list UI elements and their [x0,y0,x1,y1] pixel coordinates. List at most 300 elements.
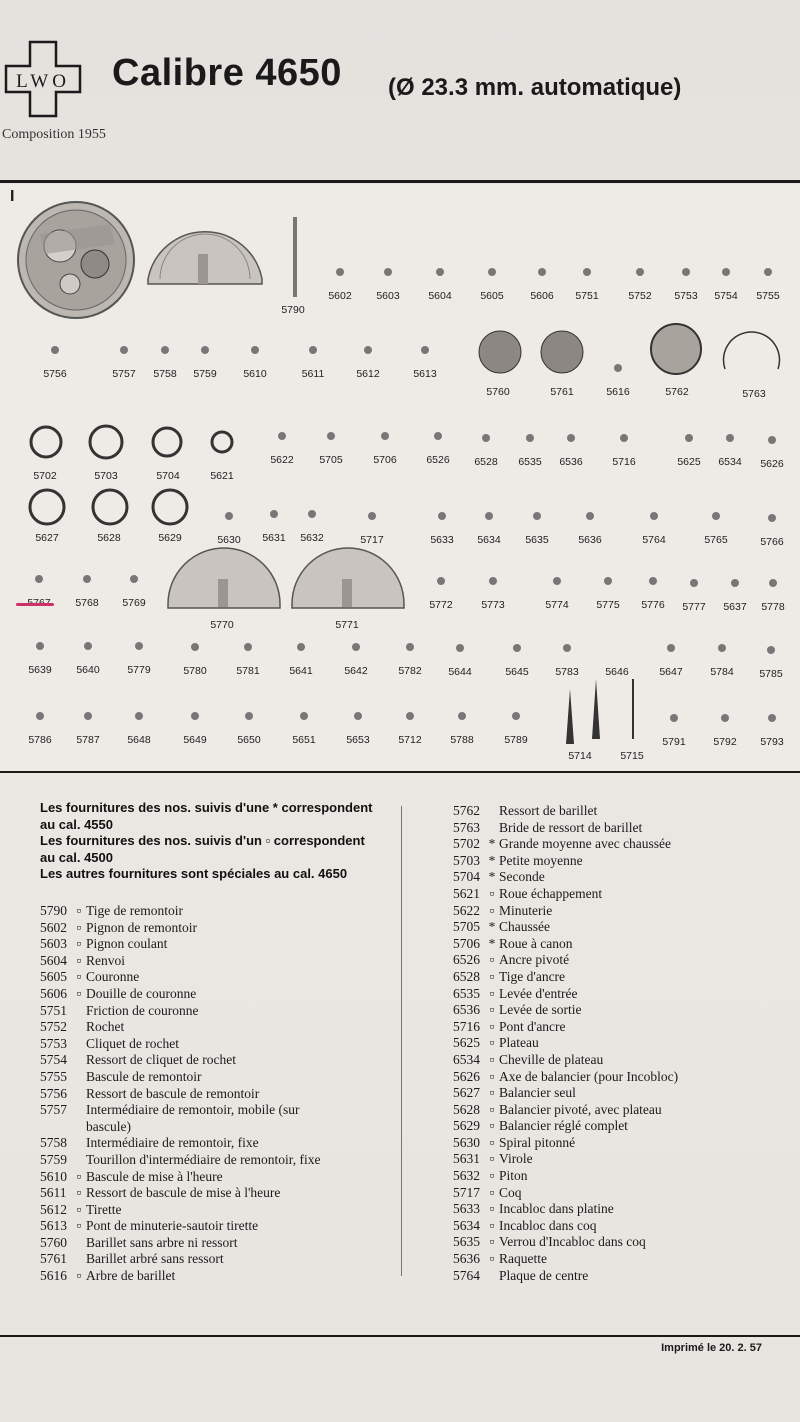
page-title: Calibre 4650 [112,52,342,94]
part-number: 5616 [40,1268,67,1284]
part-5773-glyph [489,577,497,585]
part-label-5633: 5633 [430,534,454,546]
part-5758-glyph [161,346,169,354]
part-5792-glyph [721,714,729,722]
part-5612-glyph [364,346,372,354]
list-item [453,1218,678,1235]
part-label-5754: 5754 [714,290,738,302]
list-item [40,1119,321,1136]
page-subtitle: (Ø 23.3 mm. automatique) [388,74,682,101]
part-label-5769: 5769 [122,597,146,609]
part-description: Intermédiaire de remontoir, fixe [86,1135,259,1151]
part-label-5605: 5605 [480,290,504,302]
part-description: Cliquet de rochet [86,1035,179,1051]
part-label-5650: 5650 [237,734,261,746]
calibre-marker: ▫ [76,936,82,952]
list-item [453,1102,678,1119]
part-number: 5635 [453,1234,480,1250]
part-number: 5790 [40,903,67,918]
calibre-marker: ▫ [489,1151,495,1167]
part-label-5613: 5613 [413,368,437,380]
part-number: 5627 [453,1085,480,1101]
calibre-marker: ▫ [489,1251,495,1267]
part-5648-glyph [135,712,143,720]
list-item [40,986,321,1003]
list-item [453,986,678,1003]
list-item [40,1019,321,1036]
part-label-5772: 5772 [429,599,453,611]
part-5636-glyph [586,512,594,520]
part-description: Spiral pitonné [499,1134,576,1150]
part-5640-glyph [84,642,92,650]
part-label-5634: 5634 [477,534,501,546]
list-item [40,1251,321,1268]
part-label-6526: 6526 [426,454,450,466]
part-5606-glyph [538,268,546,276]
part-label-5646: 5646 [605,666,629,678]
list-item [40,903,321,920]
part-label-5757: 5757 [112,368,136,380]
part-label-5603: 5603 [376,290,400,302]
part-5644-glyph [456,644,464,652]
part-description: Plateau [499,1035,539,1051]
calibre-marker: ▫ [76,985,82,1001]
part-label-5782: 5782 [398,665,422,677]
part-label-5635: 5635 [525,534,549,546]
part-5630-glyph [225,512,233,520]
calibre-marker: ▫ [76,1168,82,1184]
part-label-5644: 5644 [448,666,472,678]
part-5651-glyph [300,712,308,720]
part-5626-glyph [768,436,776,444]
part-5603-glyph [384,268,392,276]
calibre-marker: ▫ [489,902,495,918]
calibre-marker: ▫ [489,1002,495,1018]
part-5751-glyph [583,268,591,276]
part-number: 5633 [453,1201,480,1217]
part-label-5759: 5759 [193,368,217,380]
part-label-5778: 5778 [761,601,785,613]
part-description: Incabloc dans coq [499,1217,597,1233]
calibre-marker: * [488,935,496,951]
part-5645-glyph [513,644,521,652]
list-item [453,919,678,936]
list-item [453,1168,678,1185]
part-label-5770: 5770 [210,619,234,631]
list-item [40,1218,321,1235]
calibre-marker: ▫ [489,885,495,901]
part-number: 5631 [453,1151,480,1167]
part-5650-glyph [245,712,253,720]
part-description: Ressort de bascule de mise à l'heure [86,1185,281,1201]
list-item [40,936,321,953]
part-label-5628: 5628 [97,532,121,544]
part-description: Pignon coulant [86,936,168,952]
part-label-5641: 5641 [289,665,313,677]
part-label-5714: 5714 [568,750,592,762]
calibre-marker [72,1086,86,1103]
part-label-5771: 5771 [335,619,359,631]
part-description: Ancre pivoté [499,952,570,968]
part-description: Pont de minuterie-sautoir tirette [86,1218,259,1234]
part-5622-glyph [278,432,286,440]
part-5788-glyph [458,712,466,720]
calibre-marker: ▫ [489,985,495,1001]
list-item [453,853,678,870]
part-label-5781: 5781 [236,665,260,677]
part-5757-glyph [120,346,128,354]
part-5759-glyph [201,346,209,354]
list-item [40,1135,321,1152]
part-label-5632: 5632 [300,532,324,544]
part-5783-glyph [563,644,571,652]
note-line: Les fournitures des nos. suivis d'une * correspondent [40,800,373,815]
part-description: Roue échappement [499,885,603,901]
part-5778-glyph [769,579,777,587]
part-5765-glyph [712,512,720,520]
part-description: Incabloc dans platine [499,1201,614,1217]
calibre-marker: ▫ [76,969,82,985]
part-5786-glyph [36,712,44,720]
part-5639-glyph [36,642,44,650]
part-5631-glyph [270,510,278,518]
part-label-5779: 5779 [127,664,151,676]
calibre-marker: ▫ [76,1201,82,1217]
part-description: Coq [499,1184,522,1200]
part-5764-glyph [650,512,658,520]
part-label-5791: 5791 [662,736,686,748]
part-6528-glyph [482,434,490,442]
list-item [453,1035,678,1052]
list-item [453,1251,678,1268]
calibre-marker: ▫ [489,968,495,984]
part-label-5761: 5761 [550,386,574,398]
part-label-5787: 5787 [76,734,100,746]
part-label-5649: 5649 [183,734,207,746]
footer-rule [0,1335,800,1337]
part-number: 5626 [453,1068,480,1084]
part-number: 5625 [453,1035,480,1051]
part-5777-glyph [690,579,698,587]
part-number: 5705 [453,919,480,935]
calibre-marker: ▫ [489,1201,495,1217]
part-description: Bascule de mise à l'heure [86,1168,223,1184]
list-item [453,952,678,969]
part-number: 5611 [40,1185,67,1201]
printed-date: Imprimé le 20. 2. 57 [661,1342,762,1354]
part-description: Intermédiaire de remontoir, mobile (sur [86,1102,300,1118]
part-label-5647: 5647 [659,666,683,678]
part-6534-glyph [726,434,734,442]
right-parts-list [453,803,678,1284]
part-label-5785: 5785 [759,668,783,680]
part-label-5621: 5621 [210,470,234,482]
composition-date: Composition 1955 [2,127,106,142]
part-label-6536: 6536 [559,456,583,468]
list-item [453,1234,678,1251]
part-5782-glyph [406,643,414,651]
part-number: 5629 [453,1118,480,1134]
part-description: Seconde [499,869,545,885]
part-5637-glyph [731,579,739,587]
calibre-marker: ▫ [489,1217,495,1233]
part-number: 5717 [453,1184,480,1200]
part-number: 5604 [40,952,67,968]
left-parts-list [40,903,321,1285]
part-number: 5621 [453,885,480,901]
part-label-6534: 6534 [718,456,742,468]
part-5756-glyph [51,346,59,354]
list-item [40,1069,321,1086]
part-description: Rochet [86,1019,125,1035]
part-number: 5605 [40,969,67,985]
list-item [40,1036,321,1053]
calibre-marker [72,1069,86,1086]
part-5717-glyph [368,512,376,520]
part-number: 5752 [40,1019,67,1035]
list-item [453,803,678,820]
part-label-5602: 5602 [328,290,352,302]
calibre-marker: ▫ [489,1168,495,1184]
list-item [453,886,678,903]
part-number [40,1119,72,1136]
list-item [40,1268,321,1285]
calibre-marker [72,1152,86,1169]
part-description: Piton [499,1168,528,1184]
calibre-marker [72,1019,86,1036]
part-label-5653: 5653 [346,734,370,746]
list-item [453,969,678,986]
part-label-5780: 5780 [183,665,207,677]
part-number: 5754 [40,1052,67,1068]
list-item [453,1118,678,1135]
part-5632-glyph [308,510,316,518]
part-number: 6536 [453,1002,480,1018]
part-label-5648: 5648 [127,734,151,746]
part-5753-glyph [682,268,690,276]
part-label-5751: 5751 [575,290,599,302]
part-description: Levée d'entrée [499,985,578,1001]
top-rule [0,180,800,183]
part-label-5625: 5625 [677,456,701,468]
part-description: Plaque de centre [499,1267,589,1283]
part-label-5790: 5790 [281,304,305,316]
part-label-5752: 5752 [628,290,652,302]
part-label-5702: 5702 [33,470,57,482]
part-5649-glyph [191,712,199,720]
part-number: 5759 [40,1151,67,1167]
note-line: au cal. 4550 [40,816,113,832]
calibre-marker: ▫ [76,1218,82,1234]
note-line: Les autres fournitures sont spéciales au cal. 4650 [40,866,348,881]
part-label-5753: 5753 [674,290,698,302]
calibre-marker [485,820,499,837]
part-number: 6535 [453,985,480,1001]
calibre-marker: ▫ [76,903,82,918]
part-6536-glyph [567,434,575,442]
part-label-5775: 5775 [596,599,620,611]
part-label-5637: 5637 [723,601,747,613]
list-item [40,920,321,937]
part-description: Pont d'ancre [499,1018,566,1034]
part-number: 5706 [453,935,480,951]
calibre-marker: ▫ [489,1085,495,1101]
part-description: Axe de balancier (pour Incobloc) [499,1068,679,1084]
part-label-5639: 5639 [28,664,52,676]
calibre-marker: * [488,919,496,935]
part-5611-glyph [309,346,317,354]
part-description: Barillet arbré sans ressort [86,1251,224,1267]
part-label-5715: 5715 [620,750,644,762]
part-description: Couronne [86,969,140,985]
part-description: Ressort de barillet [499,803,598,818]
part-5768-glyph [83,575,91,583]
calibre-marker [72,1135,86,1152]
part-number: 5762 [453,803,480,818]
part-5647-glyph [667,644,675,652]
part-number: 5634 [453,1217,480,1233]
part-5610-glyph [251,346,259,354]
list-item [453,1069,678,1086]
part-label-5758: 5758 [153,368,177,380]
calibre-marker: * [488,869,496,885]
part-5791-glyph [670,714,678,722]
part-number: 5630 [453,1134,480,1150]
list-item [453,1135,678,1152]
part-label-5636: 5636 [578,534,602,546]
list-item [40,1202,321,1219]
part-description: Chaussée [499,919,550,935]
part-number: 5603 [40,936,67,952]
part-5754-glyph [722,268,730,276]
part-number: 5757 [40,1102,67,1118]
part-number: 5610 [40,1168,67,1184]
part-label-5774: 5774 [545,599,569,611]
calibre-marker: ▫ [489,1068,495,1084]
part-label-5766: 5766 [760,536,784,548]
part-number: 5760 [40,1234,67,1250]
part-number: 5753 [40,1035,67,1051]
list-item [453,936,678,953]
part-description: Ressort de bascule de remontoir [86,1085,260,1101]
part-description: Douille de couronne [86,985,197,1001]
list-item [40,1052,321,1069]
part-description: Balancier pivoté, avec plateau [499,1101,662,1117]
part-description: bascule) [86,1118,131,1134]
part-5635-glyph [533,512,541,520]
part-label-5611: 5611 [301,368,325,380]
part-description: Roue à canon [499,935,573,951]
part-number: 5761 [40,1251,67,1267]
calibre-marker [485,1268,499,1285]
part-5769-glyph [130,575,138,583]
calibre-marker: ▫ [489,1101,495,1117]
part-label-5630: 5630 [217,534,241,546]
part-label-5768: 5768 [75,597,99,609]
part-6535-glyph [526,434,534,442]
calibre-marker: ▫ [489,1035,495,1051]
calibre-marker: * [488,836,496,852]
part-number: 5622 [453,902,480,918]
part-5705-glyph [327,432,335,440]
part-5653-glyph [354,712,362,720]
part-label-5763: 5763 [742,388,766,400]
list-item [453,869,678,886]
notes-block [40,800,380,883]
calibre-marker [485,803,499,820]
part-label-5604: 5604 [428,290,452,302]
part-description: Balancier réglé complet [499,1118,628,1134]
part-number: 6534 [453,1051,480,1067]
part-label-5616: 5616 [606,386,630,398]
part-label-5760: 5760 [486,386,510,398]
note-line: Les fournitures des nos. suivis d'un ▫ correspondent [40,833,365,848]
part-number: 6526 [453,952,480,968]
calibre-marker: ▫ [76,1185,82,1201]
part-5604-glyph [436,268,444,276]
list-item [40,1003,321,1020]
calibre-marker [72,1052,86,1069]
part-label-5651: 5651 [292,734,316,746]
calibre-marker: ▫ [489,952,495,968]
part-description: Raquette [499,1251,547,1267]
part-description: Tige de remontoir [86,903,183,918]
list-item [453,1151,678,1168]
part-number: 5602 [40,919,67,935]
list-item [453,1085,678,1102]
part-number: 5704 [453,869,480,885]
part-5779-glyph [135,642,143,650]
part-number: 5606 [40,985,67,1001]
part-description: Tourillon d'intermédiaire de remontoir, fixe [86,1151,321,1167]
calibre-marker [72,1235,86,1252]
calibre-marker: ▫ [489,1018,495,1034]
part-label-5786: 5786 [28,734,52,746]
part-number: 5632 [453,1168,480,1184]
part-description: Grande moyenne avec chaussée [499,836,672,852]
part-label-5706: 5706 [373,454,397,466]
list-item [40,953,321,970]
calibre-marker: ▫ [489,1051,495,1067]
part-6526-glyph [434,432,442,440]
part-number: 5751 [40,1002,67,1018]
part-label-5629: 5629 [158,532,182,544]
list-item [40,1235,321,1252]
list-item [40,1185,321,1202]
part-label-5784: 5784 [710,666,734,678]
part-label-5777: 5777 [682,601,706,613]
part-number: 5763 [453,819,480,835]
list-item [453,1019,678,1036]
calibre-marker: ▫ [489,1234,495,1250]
part-number: 5716 [453,1018,480,1034]
calibre-marker [72,1251,86,1268]
part-label-5704: 5704 [156,470,180,482]
part-label-5756: 5756 [43,368,67,380]
part-description: Bride de ressort de barillet [499,819,643,835]
plate-number: I [10,188,15,205]
calibre-marker: ▫ [489,1184,495,1200]
part-label-5627: 5627 [35,532,59,544]
part-description: Bascule de remontoir [86,1068,202,1084]
part-5785-glyph [767,646,775,654]
calibre-marker: * [488,852,496,868]
part-label-5703: 5703 [94,470,118,482]
part-number: 5756 [40,1085,67,1101]
part-5625-glyph [685,434,693,442]
part-label-5773: 5773 [481,599,505,611]
part-5706-glyph [381,432,389,440]
